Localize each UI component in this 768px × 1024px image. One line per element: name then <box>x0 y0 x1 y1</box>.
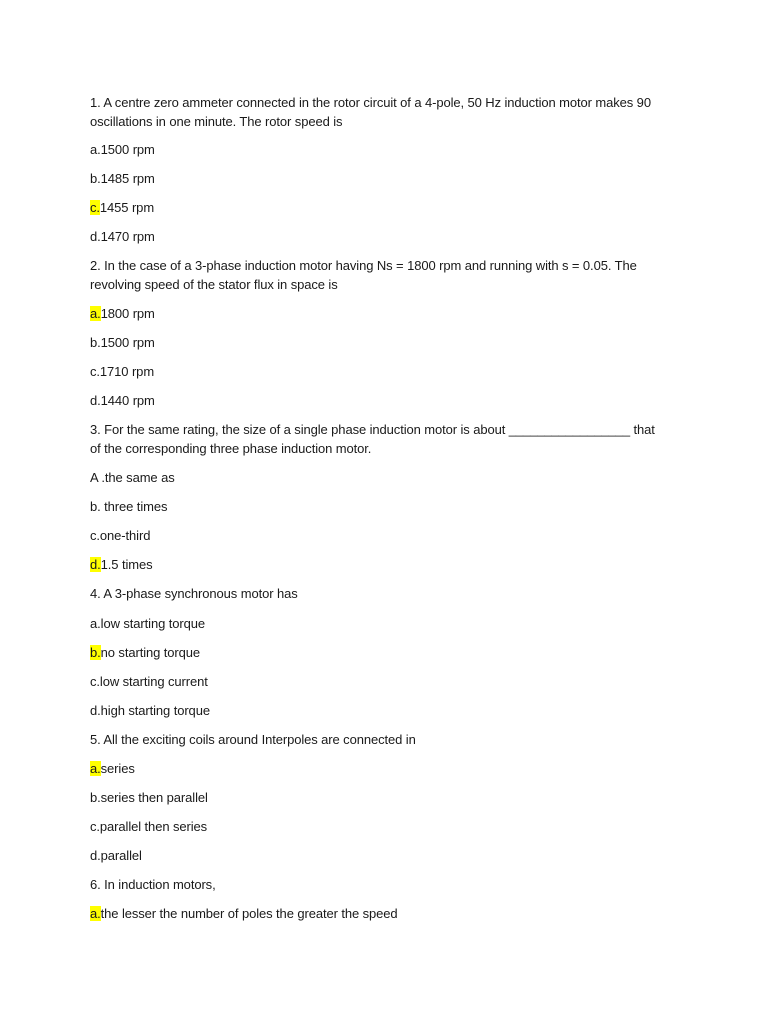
question-text: 2. In the case of a 3-phase induction motor having Ns = 1800 rpm and running with s = 0.05. The revolving speed of the stator flux in space is <box>90 258 637 292</box>
option-text: the same as <box>104 470 175 485</box>
option-text: 1500 rpm <box>100 142 155 157</box>
option-letter: c. <box>90 528 100 543</box>
option <box>90 759 135 778</box>
option-text: parallel then series <box>99 819 208 834</box>
option <box>90 526 150 545</box>
option-letter: d. <box>90 393 101 408</box>
option <box>90 672 208 691</box>
option <box>90 333 155 352</box>
option-text: 1710 rpm <box>99 364 155 379</box>
option-letter: d. <box>90 229 101 244</box>
option-letter-highlighted: a. <box>90 906 101 921</box>
option-letter: b. <box>90 171 101 186</box>
option <box>90 817 207 836</box>
option <box>90 643 200 662</box>
option <box>90 555 153 574</box>
option-text: 1500 rpm <box>100 335 155 350</box>
option <box>90 846 142 865</box>
option-text: 1.5 times <box>100 557 153 572</box>
option <box>90 701 210 720</box>
option-letter-highlighted: b. <box>90 645 101 660</box>
question-text: 4. A 3-phase synchronous motor has <box>90 586 298 601</box>
option-letter: b. <box>90 499 101 514</box>
option <box>90 497 167 516</box>
option-text: the lesser the number of poles the greater the speed <box>100 906 398 921</box>
option-text: 1470 rpm <box>100 229 155 244</box>
option <box>90 904 398 923</box>
option-text: parallel <box>100 848 142 863</box>
option <box>90 614 205 633</box>
option-text: series then parallel <box>100 790 208 805</box>
question-text: 3. For the same rating, the size of a single phase induction motor is about _________________ that of the corresponding three phase induction motor. <box>90 422 655 456</box>
question-text: 1. A centre zero ammeter connected in the rotor circuit of a 4-pole, 50 Hz induction motor makes 90 oscillations in one minute. The rotor speed is <box>90 95 651 129</box>
option-text: low starting torque <box>100 616 205 631</box>
question-text: 5. All the exciting coils around Interpoles are connected in <box>90 732 416 747</box>
option-letter: b. <box>90 335 101 350</box>
option-text: series <box>100 761 135 776</box>
option-text: high starting torque <box>100 703 210 718</box>
option-text: 1455 rpm <box>99 200 155 215</box>
option <box>90 140 155 159</box>
option <box>90 362 154 381</box>
option <box>90 788 208 807</box>
option <box>90 198 154 217</box>
option-letter: a. <box>90 142 101 157</box>
option-letter: c. <box>90 819 100 834</box>
option <box>90 227 155 246</box>
option-letter-highlighted: a. <box>90 306 101 321</box>
option-text: 1800 rpm <box>100 306 155 321</box>
option-letter: A . <box>90 470 105 485</box>
question-text: 6. In induction motors, <box>90 877 216 892</box>
option <box>90 169 155 188</box>
option-letter: d. <box>90 703 101 718</box>
option-letter-highlighted: a. <box>90 761 101 776</box>
option-text: no starting torque <box>100 645 201 660</box>
option <box>90 468 175 487</box>
option-letter-highlighted: c. <box>90 200 100 215</box>
option-letter: d. <box>90 848 101 863</box>
option-letter: a. <box>90 616 101 631</box>
option-letter: b. <box>90 790 101 805</box>
option <box>90 304 155 323</box>
option-text: one-third <box>99 528 151 543</box>
option-text: 1485 rpm <box>100 171 155 186</box>
option-text: low starting current <box>99 674 208 689</box>
option-letter: c. <box>90 364 100 379</box>
option-text: three times <box>100 499 168 514</box>
option-text: 1440 rpm <box>100 393 155 408</box>
option <box>90 391 155 410</box>
option-letter-highlighted: d. <box>90 557 101 572</box>
option-letter: c. <box>90 674 100 689</box>
